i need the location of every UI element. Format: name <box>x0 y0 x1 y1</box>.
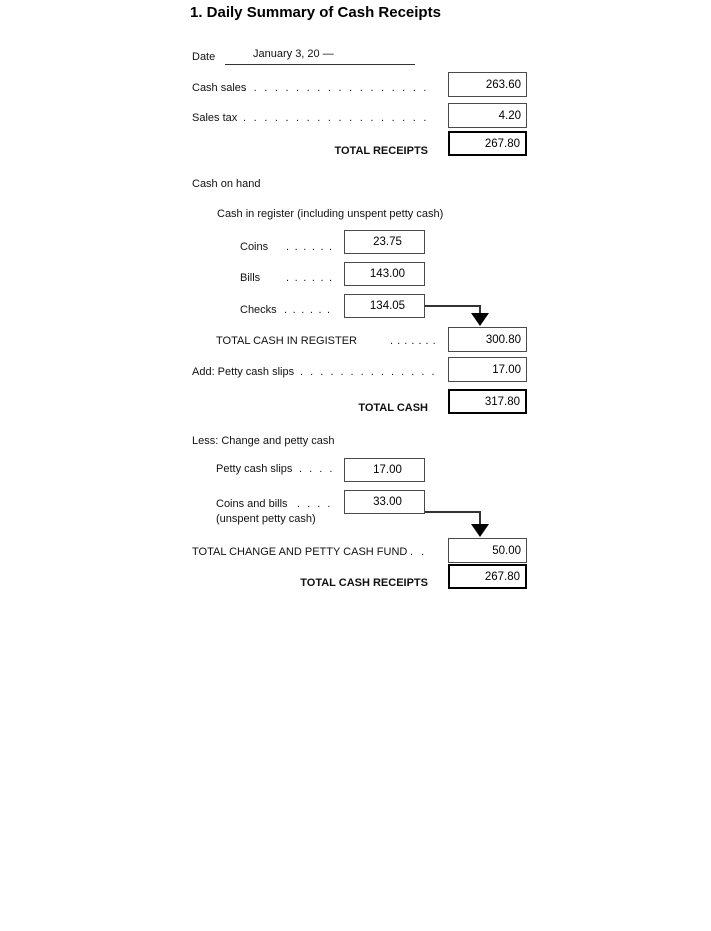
arrow-down-icon <box>471 313 489 326</box>
petty-cash-slips-box <box>344 458 425 482</box>
connector-line <box>425 305 480 307</box>
checks-label: Checks <box>240 304 277 316</box>
petty-cash-slips-dots: . . . . <box>299 463 333 475</box>
total-cash-in-register-label: TOTAL CASH IN REGISTER <box>216 335 357 347</box>
add-petty-cash-slips-value: 17.00 <box>492 363 521 376</box>
coins-and-bills-box <box>344 490 425 514</box>
less-change-label: Less: Change and petty cash <box>192 435 335 447</box>
coins-and-bills-value: 33.00 <box>373 496 402 508</box>
total-cash-in-register-value: 300.80 <box>485 333 521 346</box>
total-change-fund-label: TOTAL CHANGE AND PETTY CASH FUND <box>192 546 408 558</box>
total-receipts-value: 267.80 <box>484 137 520 150</box>
date-label: Date <box>192 51 216 63</box>
total-cash-box <box>448 389 527 414</box>
date-underline <box>225 47 415 65</box>
sales-tax-dots: . . . . . . . . . . . . . . . . . . <box>243 112 427 124</box>
total-cash-label: TOTAL CASH <box>358 402 428 414</box>
total-cash-in-register-dots: . . . . . . . <box>390 335 436 347</box>
coins-dots: . . . . . . <box>286 241 333 253</box>
total-cash-receipts-label: TOTAL CASH RECEIPTS <box>300 577 428 589</box>
total-cash-receipts-value: 267.80 <box>484 570 520 583</box>
cash-sales-value: 263.60 <box>485 78 521 91</box>
connector-line <box>479 511 481 524</box>
total-cash-receipts-box <box>448 564 527 589</box>
petty-cash-slips-label: Petty cash slips <box>216 463 293 475</box>
checks-value: 134.05 <box>369 300 406 312</box>
total-receipts-box <box>448 131 527 156</box>
total-cash-value: 317.80 <box>484 395 520 408</box>
bills-value: 143.00 <box>369 268 406 280</box>
sales-tax-box <box>448 103 527 128</box>
petty-cash-slips-value: 17.00 <box>373 464 402 476</box>
total-change-fund-box <box>448 538 527 563</box>
coins-box <box>344 230 425 254</box>
sales-tax-value: 4.20 <box>498 109 521 122</box>
add-petty-cash-slips-label: Add: Petty cash slips <box>192 366 295 378</box>
bills-dots: . . . . . . <box>286 272 333 284</box>
coins-value: 23.75 <box>373 236 402 248</box>
checks-box <box>344 294 425 318</box>
coins-label: Coins <box>240 241 269 253</box>
cash-sales-box <box>448 72 527 97</box>
cash-sales-dots: . . . . . . . . . . . . . . . . . . <box>243 82 427 94</box>
connector-line <box>425 511 480 513</box>
add-petty-cash-slips-dots: . . . . . . . . . . . . . . <box>300 366 435 378</box>
cash-sales-label: Cash sales <box>192 82 247 94</box>
bills-label: Bills <box>240 272 261 284</box>
total-receipts-label: TOTAL RECEIPTS <box>334 145 428 157</box>
date-value: January 3, 20 — <box>253 48 334 60</box>
bills-box <box>344 262 425 286</box>
add-petty-cash-slips-box <box>448 357 527 382</box>
total-change-fund-dots: . . <box>410 546 425 558</box>
cash-in-register-label: Cash in register (including unspent petty cash) <box>217 208 444 220</box>
coins-and-bills-label: Coins and bills <box>216 498 288 510</box>
coins-and-bills-sublabel: (unspent petty cash) <box>216 513 316 525</box>
total-cash-in-register-box <box>448 327 527 352</box>
coins-and-bills-dots: . . . . <box>297 498 331 510</box>
page-title: 1. Daily Summary of Cash Receipts <box>190 4 441 21</box>
arrow-down-icon <box>471 524 489 537</box>
total-change-fund-value: 50.00 <box>492 544 521 557</box>
cash-on-hand-label: Cash on hand <box>192 178 261 190</box>
checks-dots: . . . . . . <box>284 304 331 316</box>
sales-tax-label: Sales tax <box>192 112 238 124</box>
